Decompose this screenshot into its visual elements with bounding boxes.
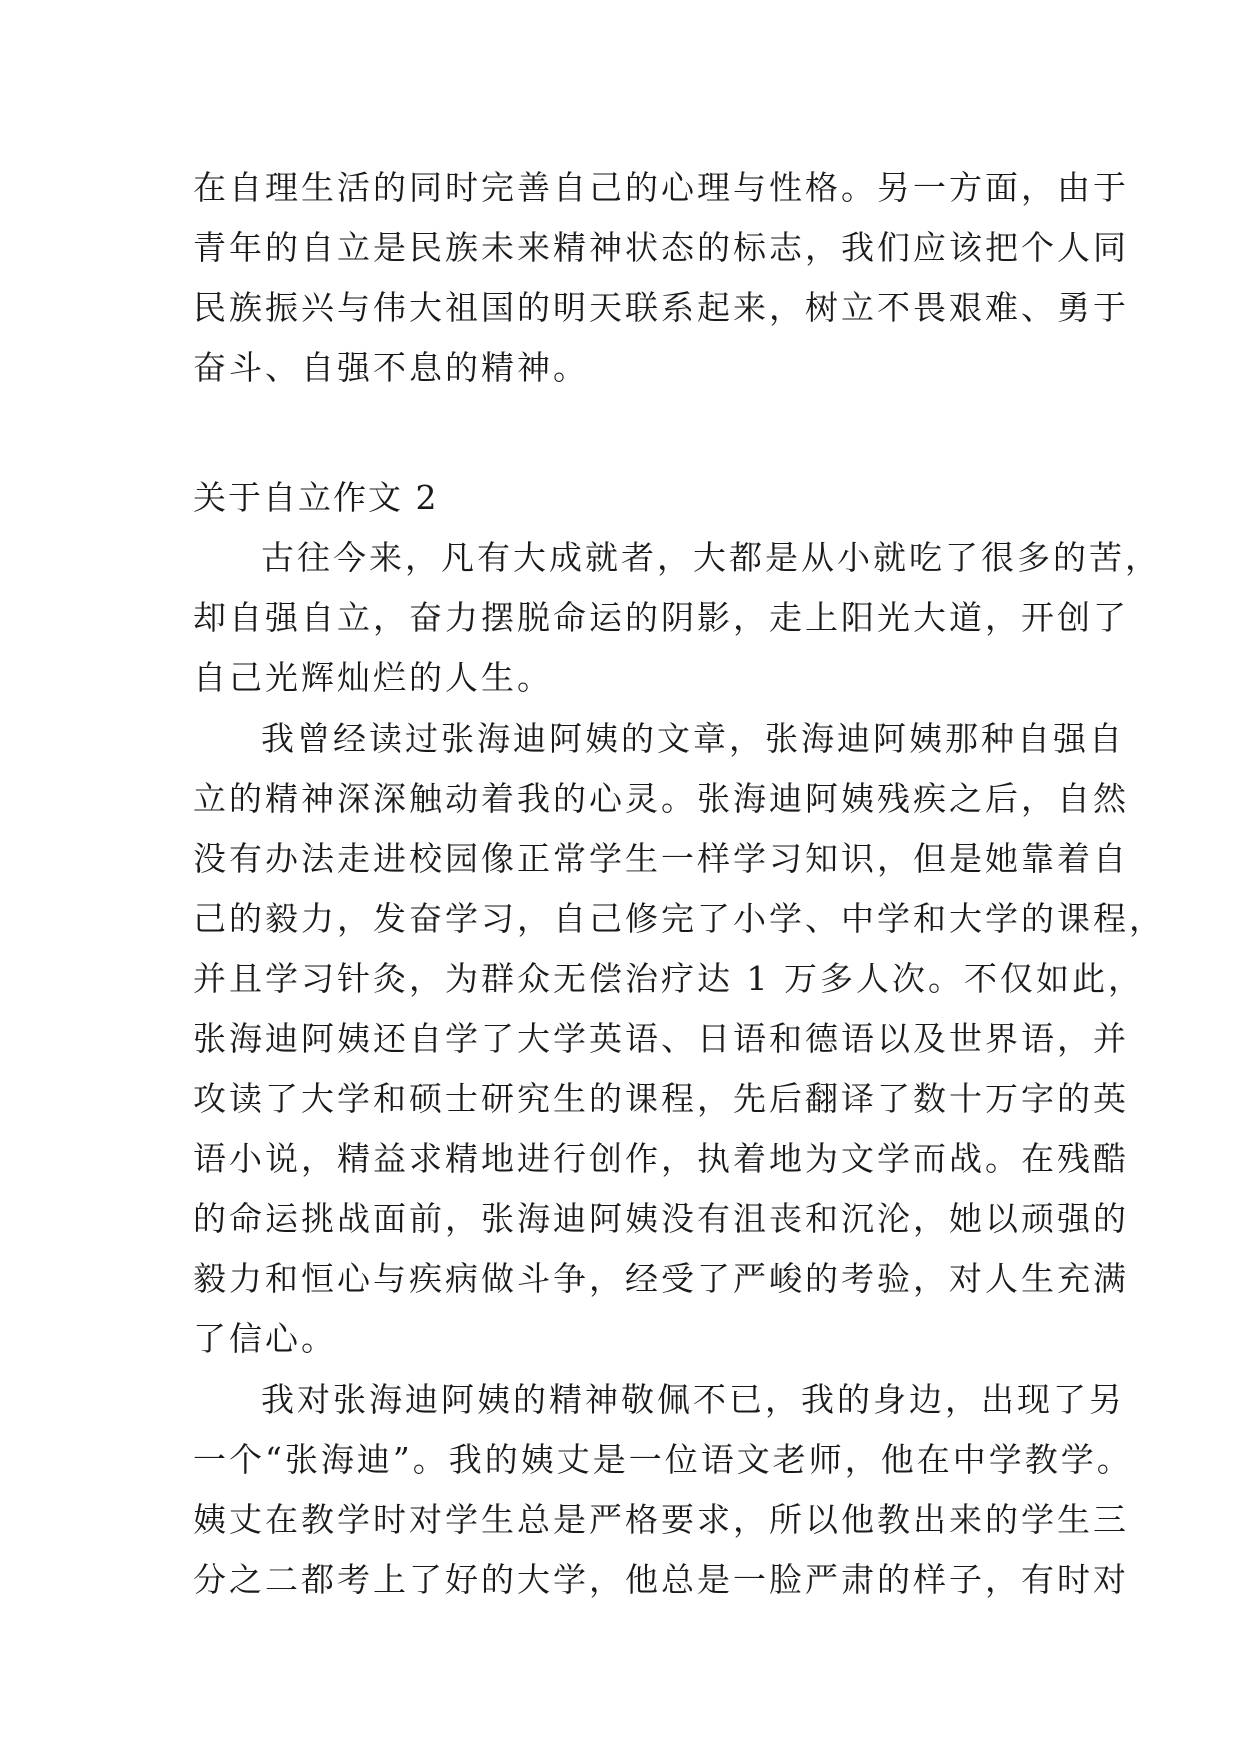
text-line: 分之二都考上了好的大学，他总是一脸严肃的样子，有时对	[193, 1560, 1129, 1599]
text-line: 却自强自立，奋力摆脱命运的阴影，走上阳光大道，开创了	[193, 598, 1129, 637]
paragraph-zhang-haidi	[193, 709, 1165, 1369]
text-line: 古往今来，凡有大成就者，大都是从小就吃了很多的苦，	[261, 538, 1161, 577]
text-line: 毅力和恒心与疾病做斗争，经受了严峻的考验，对人生充满	[193, 1259, 1129, 1298]
document-body	[193, 158, 1165, 1610]
text-line: 攻读了大学和硕士研究生的课程，先后翻译了数十万字的英	[193, 1079, 1129, 1118]
text-line: 语小说，精益求精地进行创作，执着地为文学而战。在残酷	[193, 1139, 1129, 1178]
text-line: 的命运挑战面前，张海迪阿姨没有沮丧和沉沦，她以顽强的	[193, 1199, 1129, 1238]
text-line: 奋斗、自强不息的精神。	[193, 348, 589, 387]
text-line: 在自理生活的同时完善自己的心理与性格。另一方面，由于	[193, 168, 1129, 207]
text-line: 自己光辉灿烂的人生。	[193, 658, 553, 697]
text-line: 青年的自立是民族未来精神状态的标志，我们应该把个人同	[193, 228, 1129, 267]
section-heading: 关于自立作文 2	[193, 478, 439, 517]
text-line: 我对张海迪阿姨的精神敬佩不已，我的身边，出现了另	[261, 1380, 1125, 1419]
text-line: 姨丈在教学时对学生总是严格要求，所以他教出来的学生三	[193, 1500, 1129, 1539]
text-line: 张海迪阿姨还自学了大学英语、日语和德语以及世界语，并	[193, 1019, 1129, 1058]
paragraph-uncle	[193, 1370, 1133, 1610]
text-line: 己的毅力，发奋学习，自己修完了小学、中学和大学的课程，	[193, 899, 1165, 938]
text-line: 民族振兴与伟大祖国的明天联系起来，树立不畏艰难、勇于	[193, 288, 1129, 327]
text-line: 一个“张海迪”。我的姨丈是一位语文老师，他在中学教学。	[193, 1440, 1133, 1479]
text-line: 了信心。	[193, 1319, 337, 1358]
paragraph-continuation	[193, 158, 1129, 398]
text-line: 我曾经读过张海迪阿姨的文章，张海迪阿姨那种自强自	[261, 719, 1125, 758]
section-spacer	[193, 398, 1073, 468]
text-line: 立的精神深深触动着我的心灵。张海迪阿姨残疾之后，自然	[193, 779, 1129, 818]
paragraph-intro	[193, 528, 1161, 708]
text-line: 并且学习针灸，为群众无偿治疗达 1 万多人次。不仅如此，	[193, 959, 1144, 998]
text-line: 没有办法走进校园像正常学生一样学习知识，但是她靠着自	[193, 839, 1129, 878]
